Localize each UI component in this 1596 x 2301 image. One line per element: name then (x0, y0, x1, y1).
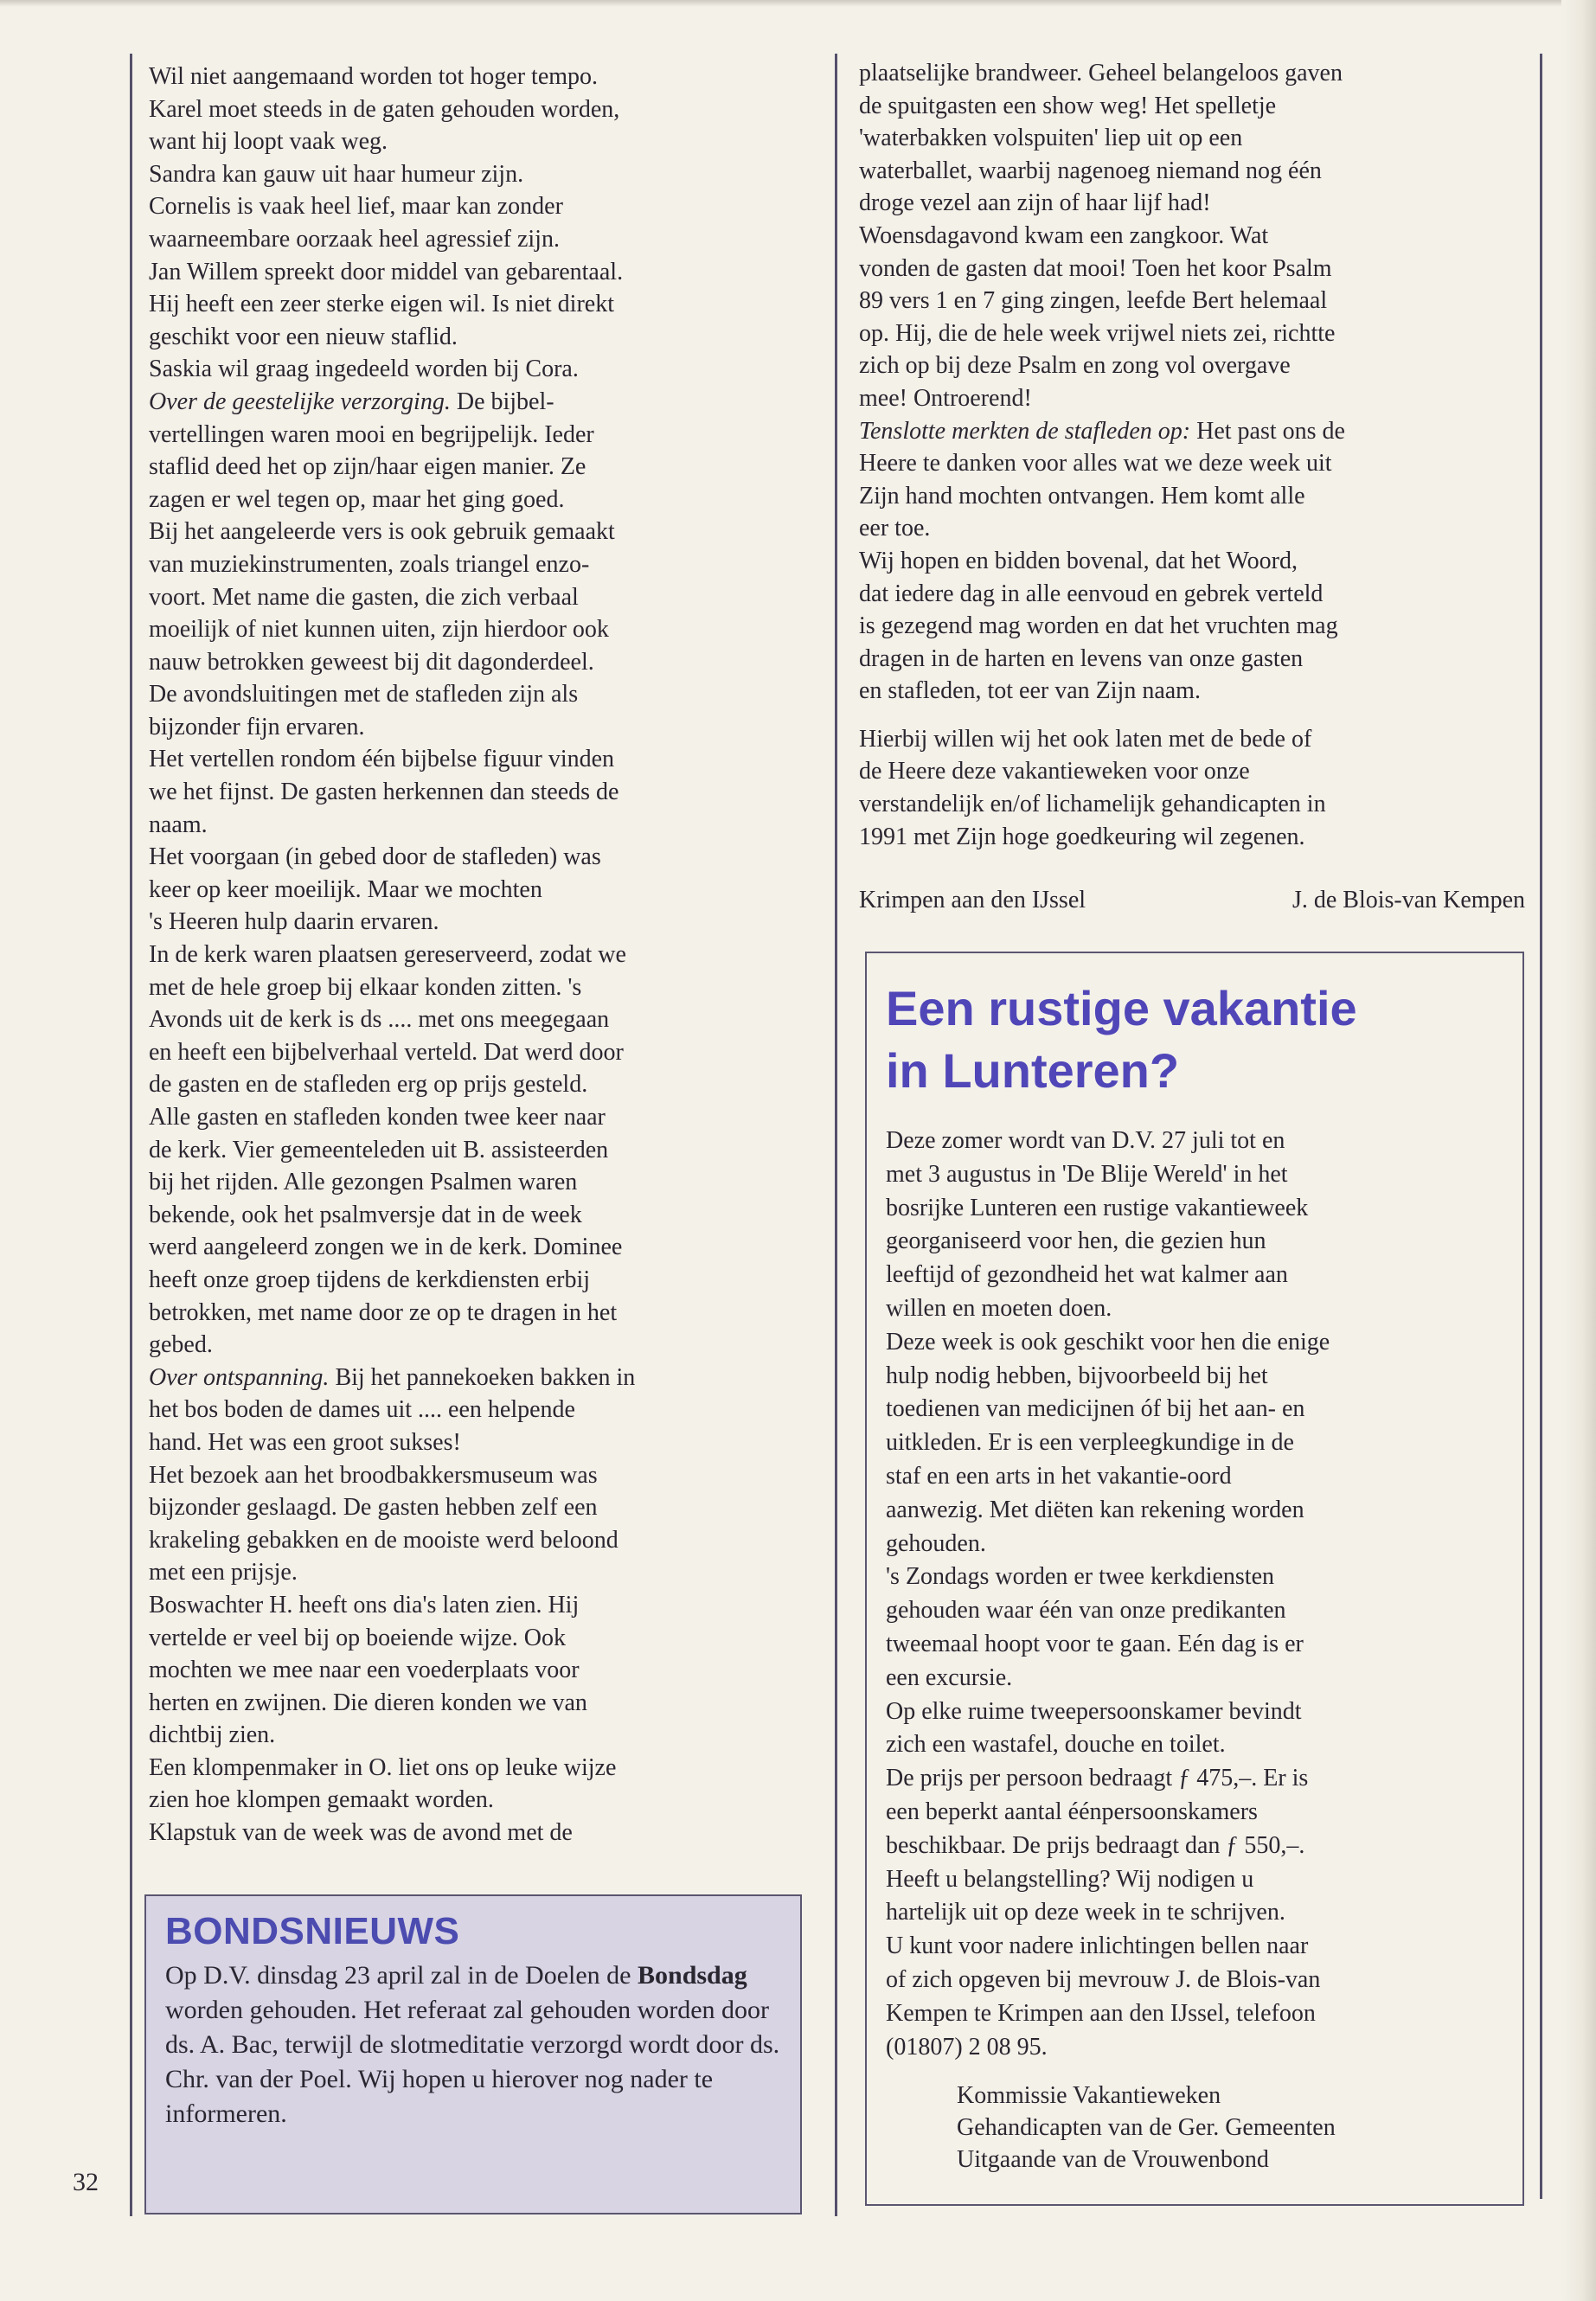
text-line: Cornelis is vaak heel lief, maar kan zonder (149, 193, 563, 221)
geestelijk-lead: Over de geestelijke verzorging. (149, 388, 451, 415)
text-line: Kempen te Krimpen aan den IJssel, telefoon (886, 1999, 1316, 2027)
text-line: Wil niet aangemaand worden tot hoger tempo. (149, 63, 599, 90)
text-line: gebed. (149, 1331, 213, 1359)
signature-name: J. de Blois-van Kempen (1292, 887, 1525, 914)
text-line: met de hele groep bij elkaar konden zitten. 's (149, 973, 582, 1001)
text-line: de kerk. Vier gemeenteleden uit B. assisteerden (149, 1136, 609, 1163)
vakantie-title-line1: Een rustige vakantie (886, 981, 1357, 1035)
text-line: Bij het aangeleerde vers is ook gebruik gemaakt (149, 518, 615, 546)
text-line: Heeft u belangstelling? Wij nodigen u (886, 1865, 1254, 1893)
text-line: De prijs per persoon bedraagt ƒ 475,–. Er is (886, 1765, 1309, 1792)
tenslotte-first: Het past ons de (1190, 417, 1345, 445)
text-line: de gasten en de stafleden erg op prijs gesteld. (149, 1071, 588, 1099)
bondsnieuws-text-before: Op D.V. dinsdag 23 april zal in de Doelen de (165, 1961, 638, 1990)
text-line: vonden de gasten dat mooi! Toen het koor Psalm (859, 254, 1332, 282)
text-line: is gezegend mag worden en dat het vruchten mag (859, 612, 1338, 640)
text-line: met 3 augustus in 'De Blije Wereld' in het (886, 1160, 1288, 1188)
credit-line: Kommissie Vakantieweken (957, 2082, 1221, 2110)
text-line: dat iedere dag in alle eenvoud en gebrek verteld (859, 580, 1324, 607)
text-line: Hierbij willen wij het ook laten met de bede of (859, 725, 1312, 753)
text-line: werd aangeleerd zongen we in de kerk. Dominee (149, 1234, 623, 1261)
text-line: nauw betrokken geweest bij dit dagonderdeel. (149, 648, 594, 676)
text-line: 1991 met Zijn hoge goedkeuring wil zegenen. (859, 823, 1305, 850)
text-line: bijzonder fijn ervaren. (149, 713, 365, 740)
text-line: waterballet, waarbij nagenoeg niemand nog één (859, 157, 1322, 184)
text-line: het bos boden de dames uit .... een helpende (149, 1396, 575, 1424)
text-line: willen en moeten doen. (886, 1294, 1112, 1322)
text-line: Saskia wil graag ingedeeld worden bij Cora. (149, 356, 579, 383)
text-line: tweemaal hoopt voor te gaan. Eén dag is er (886, 1630, 1304, 1657)
bondsnieuws-text-after: worden gehouden. Het referaat zal gehouden worden door ds. A. Bac, terwijl de slotmeditatie verzorgd wordt door ds. Chr. van der Poel. Wij hopen u hierover nog nader te informeren. (165, 1996, 780, 2128)
text-line: georganiseerd voor hen, die gezien hun (886, 1227, 1266, 1255)
tenslotte-lines (859, 447, 1525, 708)
text-line: waarneembare oorzaak heel agressief zijn. (149, 225, 560, 253)
text-line: Het bezoek aan het broodbakkersmuseum was (149, 1461, 598, 1489)
paragraph-gap (859, 708, 1525, 723)
text-line: uitkleden. Er is een verpleegkundige in de (886, 1429, 1294, 1457)
text-line: aanwezig. Met diëten kan rekening worden (886, 1496, 1304, 1523)
geestelijk-lines (149, 419, 806, 1362)
text-line: Alle gasten en stafleden konden twee keer naar (149, 1104, 606, 1131)
geestelijk-section-start (149, 386, 806, 419)
right-margin-rule (1540, 54, 1542, 2199)
text-line: dragen in de harten en levens van onze gasten (859, 644, 1304, 672)
text-line: zich een wastafel, douche en toilet. (886, 1731, 1226, 1759)
text-line: Een klompenmaker in O. liet ons op leuke wijze (149, 1753, 617, 1781)
text-line: Op elke ruime tweepersoonskamer bevindt (886, 1697, 1302, 1725)
text-line: staflid deed het op zijn/haar eigen manier. Ze (149, 453, 586, 481)
text-line: zich op bij deze Psalm en zong vol overgave (859, 352, 1291, 380)
ontspanning-first: Bij het pannekoeken bakken in (329, 1363, 636, 1391)
text-line: keer op keer moeilijk. Maar we mochten (149, 875, 542, 903)
text-line: vertellingen waren mooi en begrijpelijk. Ieder (149, 420, 594, 448)
text-line: Jan Willem spreekt door middel van gebarentaal. (149, 258, 624, 285)
vakantie-credit (886, 2080, 1503, 2176)
tenslotte-lead: Tenslotte merkten de stafleden op: (859, 417, 1191, 445)
text-line: bijzonder geslaagd. De gasten hebben zelf een (149, 1494, 598, 1522)
bondsdag-bold: Bondsdag (638, 1961, 747, 1990)
text-line: we het fijnst. De gasten herkennen dan steeds de (149, 779, 619, 806)
text-line: geschikt voor een nieuw staflid. (149, 323, 458, 350)
credit-line: Gehandicapten van de Ger. Gemeenten (957, 2114, 1336, 2142)
text-line: Boswachter H. heeft ons dia's laten zien. Hij (149, 1591, 580, 1618)
bondsnieuws-title: BONDSNIEUWS (165, 1910, 460, 1952)
text-line: Wij hopen en bidden bovenal, dat het Woord, (859, 547, 1298, 574)
page-number: 32 (73, 2168, 99, 2196)
signature-place: Krimpen aan den IJssel (859, 887, 1086, 914)
text-line: herten en zwijnen. Die dieren konden we van (149, 1689, 587, 1716)
text-line: gehouden waar één van onze predikanten (886, 1597, 1286, 1625)
text-line: plaatselijke brandweer. Geheel belangeloos gaven (859, 60, 1343, 87)
vakantie-title (886, 977, 1503, 1102)
closing-lines (859, 723, 1525, 853)
text-line: hand. Het was een groot sukses! (149, 1428, 461, 1456)
text-line: Avonds uit de kerk is ds .... met ons meegegaan (149, 1006, 610, 1034)
text-line: gehouden. (886, 1529, 986, 1557)
text-line: 's Heeren hulp daarin ervaren. (149, 908, 439, 936)
text-line: verstandelijk en/of lichamelijk gehandicapten in (859, 791, 1326, 818)
text-line: naam. (149, 811, 208, 838)
vakantie-body (886, 1125, 1503, 2064)
text-line: betrokken, met name door ze op te dragen in het (149, 1298, 618, 1326)
text-line: 's Zondags worden er twee kerkdiensten (886, 1563, 1275, 1591)
bondsnieuws-text (165, 1958, 781, 2131)
text-line: zien hoe klompen gemaakt worden. (149, 1786, 494, 1814)
text-line: In de kerk waren plaatsen gereserveerd, zodat we (149, 941, 626, 969)
vakantie-title-line2: in Lunteren? (886, 1043, 1180, 1098)
text-line: Hij heeft een zeer sterke eigen wil. Is niet direkt (149, 291, 614, 318)
text-line: want hij loopt vaak weg. (149, 128, 388, 156)
text-line: bekende, ook het psalmversje dat in de week (149, 1201, 582, 1228)
text-line: droge vezel aan zijn of haar lijf had! (859, 189, 1211, 217)
ontspanning-lead: Over ontspanning. (149, 1363, 330, 1391)
text-line: bosrijke Lunteren een rustige vakantieweek (886, 1194, 1309, 1221)
text-line: leeftijd of gezondheid het wat kalmer aan (886, 1261, 1288, 1289)
text-line: of zich opgeven bij mevrouw J. de Blois-van (886, 1965, 1321, 1993)
text-line: voort. Met name die gasten, die zich verbaal (149, 583, 579, 611)
page-top-shadow (0, 0, 1596, 7)
intro-lines (149, 61, 806, 386)
brandweer-lines (859, 57, 1525, 415)
text-line: 89 vers 1 en 7 ging zingen, leefde Bert helemaal (859, 287, 1328, 315)
text-line: met een prijsje. (149, 1559, 298, 1586)
text-line: moeilijk of niet kunnen uiten, zijn hierdoor ook (149, 616, 609, 644)
text-line: De avondsluitingen met de stafleden zijn als (149, 681, 579, 708)
text-line: Sandra kan gauw uit haar humeur zijn. (149, 160, 524, 188)
credit-line: Uitgaande van de Vrouwenbond (957, 2146, 1269, 2174)
ontspanning-lines (149, 1394, 806, 1849)
text-line: de spuitgasten een show weg! Het spelletje (859, 92, 1277, 119)
text-line: vertelde er veel bij op boeiende wijze. Ook (149, 1624, 567, 1651)
center-column-rule (835, 54, 837, 2216)
text-line: Karel moet steeds in de gaten gehouden worden, (149, 95, 620, 123)
bondsnieuws-box (144, 1894, 802, 2214)
tenslotte-section-start (859, 415, 1525, 448)
text-line: Zijn hand mochten ontvangen. Hem komt alle (859, 482, 1305, 510)
text-line: Het vertellen rondom één bijbelse figuur vinden (149, 746, 615, 773)
text-line: zagen er wel tegen op, maar het ging goed. (149, 485, 565, 513)
text-line: 'waterbakken volspuiten' liep uit op een (859, 125, 1243, 152)
text-line: dichtbij zien. (149, 1721, 276, 1749)
text-line: mee! Ontroerend! (859, 384, 1032, 412)
text-line: Deze zomer wordt van D.V. 27 juli tot en (886, 1127, 1285, 1154)
text-line: op. Hij, die de hele week vrijwel niets zei, richtte (859, 319, 1336, 347)
page-binding-shadow (1561, 0, 1596, 2301)
left-margin-rule (130, 54, 132, 2216)
text-line: mochten we mee naar een voederplaats voor (149, 1657, 580, 1684)
right-article-column (859, 57, 1525, 917)
text-line: Heere te danken voor alles wat we deze week uit (859, 450, 1332, 478)
text-line: van muziekinstrumenten, zoals triangel enzo- (149, 550, 590, 578)
text-line: Klapstuk van de week was de avond met de (149, 1819, 573, 1847)
left-article-column (149, 61, 806, 1849)
ontspanning-section-start (149, 1362, 806, 1394)
text-line: krakeling gebakken en de mooiste werd beloond (149, 1526, 619, 1554)
text-line: een excursie. (886, 1663, 1013, 1691)
text-line: de Heere deze vakantieweken voor onze (859, 758, 1250, 785)
text-line: en heeft een bijbelverhaal verteld. Dat werd door (149, 1038, 624, 1066)
text-line: Woensdagavond kwam een zangkoor. Wat (859, 221, 1269, 249)
text-line: bij het rijden. Alle gezongen Psalmen waren (149, 1169, 578, 1196)
text-line: eer toe. (859, 515, 931, 542)
text-line: U kunt voor nadere inlichtingen bellen naar (886, 1932, 1309, 1960)
text-line: staf en een arts in het vakantie-oord (886, 1462, 1232, 1490)
text-line: een beperkt aantal éénpersoonskamers (886, 1798, 1258, 1825)
text-line: hartelijk uit op deze week in te schrijven. (886, 1899, 1285, 1926)
text-line: beschikbaar. De prijs bedraagt dan ƒ 550,–. (886, 1831, 1305, 1859)
text-line: (01807) 2 08 95. (886, 2033, 1048, 2061)
text-line: en stafleden, tot eer van Zijn naam. (859, 677, 1201, 705)
vakantie-box (865, 952, 1524, 2206)
text-line: Het voorgaan (in gebed door de stafleden) was (149, 843, 601, 871)
geestelijk-first: De bijbel- (450, 388, 554, 415)
signature-line (859, 884, 1525, 917)
text-line: heeft onze groep tijdens de kerkdiensten erbij (149, 1266, 591, 1293)
text-line: Deze week is ook geschikt voor hen die enige (886, 1328, 1330, 1356)
text-line: hulp nodig hebben, bijvoorbeeld bij het (886, 1362, 1268, 1389)
text-line: toedienen van medicijnen óf bij het aan- en (886, 1395, 1305, 1423)
